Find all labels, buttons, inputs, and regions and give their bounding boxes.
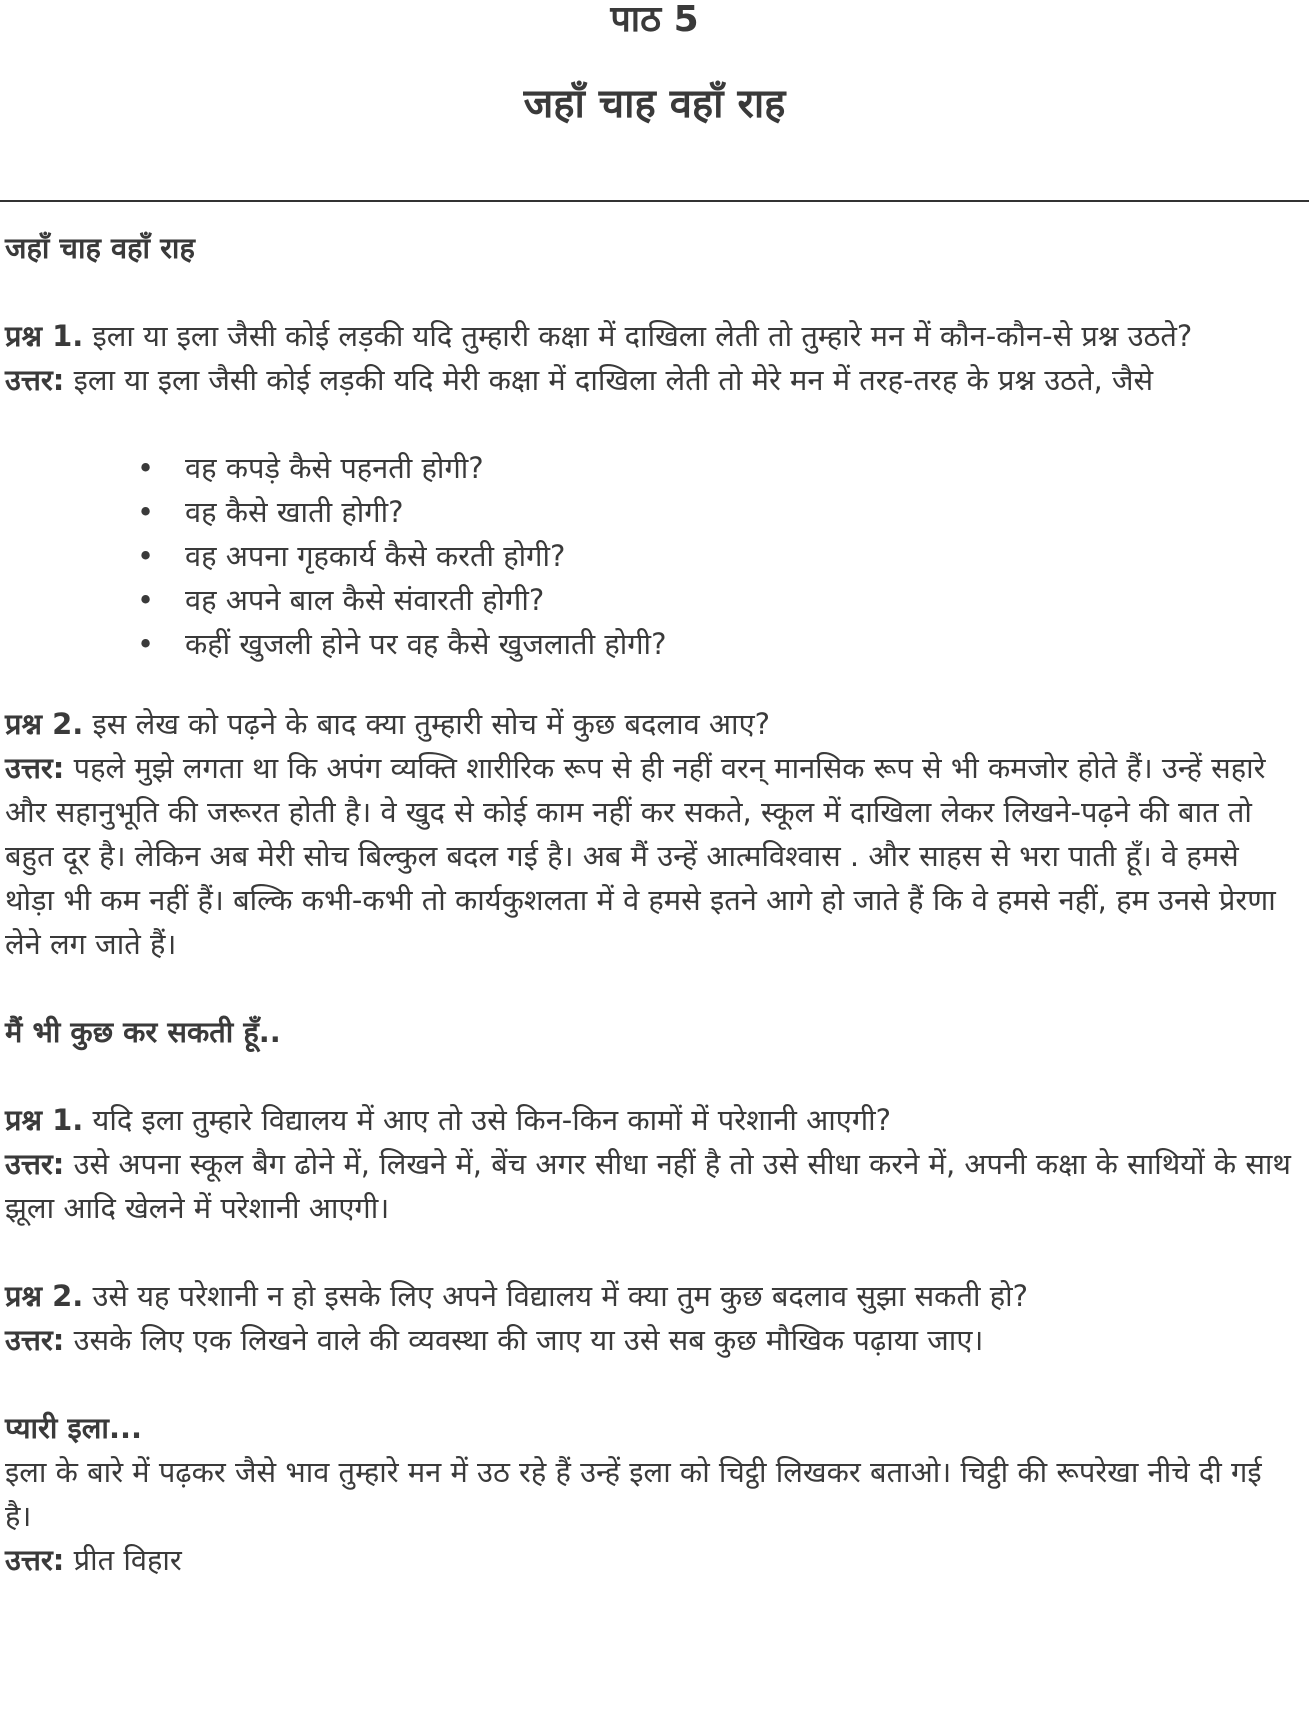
bullet-list bbox=[5, 446, 1295, 666]
list-item: • वह अपने बाल कैसे संवारती होगी? bbox=[185, 578, 1295, 622]
list-item: • वह कैसे खाती होगी? bbox=[185, 490, 1295, 534]
answer-text: उसे अपना स्कूल बैग ढोने में, लिखने में, बेंच अगर सीधा नहीं है तो उसे सीधा करने में, अपनी कक्षा के साथियों के साथ झूला आदि खेलने में परेशानी आएगी। bbox=[5, 1147, 1291, 1225]
answer-label: उत्तर: bbox=[5, 363, 65, 397]
question-text: उसे यह परेशानी न हो इसके लिए अपने विद्यालय में क्या तुम कुछ बदलाव सुझा सकती हो? bbox=[92, 1279, 1029, 1313]
answer-text: पहले मुझे लगता था कि अपंग व्यक्ति शारीरिक रूप से ही नहीं वरन् मानसिक रूप से भी कमजोर होते हैं। उन्हें सहारे और सहानुभूति की जरूरत होती है। वे खुद से कोई काम नहीं कर सकते, स्कूल में दाखिला लेकर लिखने-पढ़ने की बात तो बहुत दूर है। लेकिन अब मेरी सोच बिल्कुल बदल गई है। अब मैं उन्हें आत्मविश्वास . और साहस से भरा पाती हूँ। वे हमसे थोड़ा भी कम नहीं हैं। बल्कि कभी-कभी तो कार्यकुशलता में वे हमसे इतने आगे हो जाते हैं कि वे हमसे नहीं, हम उनसे प्रेरणा लेने लग जाते हैं। bbox=[5, 751, 1276, 961]
answer-text: प्रीत विहार bbox=[73, 1543, 182, 1577]
spacer bbox=[5, 966, 1295, 1010]
answer-1 bbox=[5, 358, 1295, 402]
spacer bbox=[5, 1362, 1295, 1406]
answer-text: इला या इला जैसी कोई लड़की यदि मेरी कक्षा में दाखिला लेती तो मेरे मन में तरह-तरह के प्रश्न उठते, जैसे bbox=[73, 363, 1154, 397]
section-text: इला के बारे में पढ़कर जैसे भाव तुम्हारे मन में उठ रहे हैं उन्हें इला को चिट्ठी लिखकर बताओ। चिट्ठी की रूपरेखा नीचे दी गई है। bbox=[5, 1455, 1262, 1533]
question-1 bbox=[5, 1098, 1295, 1142]
answer-label: उत्तर: bbox=[5, 1323, 65, 1357]
question-text: इस लेख को पढ़ने के बाद क्या तुम्हारी सोच में कुछ बदलाव आए? bbox=[92, 707, 770, 741]
spacer bbox=[5, 1230, 1295, 1274]
question-label: प्रश्न 2. bbox=[5, 1279, 84, 1313]
list-item: • वह कपड़े कैसे पहनती होगी? bbox=[185, 446, 1295, 490]
answer-1 bbox=[5, 1142, 1295, 1230]
question-text: यदि इला तुम्हारे विद्यालय में आए तो उसे किन-किन कामों में परेशानी आएगी? bbox=[92, 1103, 892, 1137]
lesson-number: पाठ 5 bbox=[610, 0, 699, 40]
spacer bbox=[5, 1054, 1295, 1098]
answer-label: उत्तर: bbox=[5, 1147, 65, 1181]
title-divider bbox=[0, 200, 1309, 202]
section-heading: जहाँ चाह वहाँ राह bbox=[5, 231, 195, 265]
question-2 bbox=[5, 1274, 1295, 1318]
spacer bbox=[5, 666, 1295, 702]
answer-label: उत्तर: bbox=[5, 751, 65, 785]
answer-label: उत्तर: bbox=[5, 1543, 65, 1577]
content-body bbox=[5, 226, 1295, 1582]
list-item: • कहीं खुजली होने पर वह कैसे खुजलाती होगी? bbox=[185, 622, 1295, 666]
question-1 bbox=[5, 314, 1295, 358]
lesson-title: जहाँ चाह वहाँ राह bbox=[523, 81, 786, 127]
question-label: प्रश्न 1. bbox=[5, 1103, 84, 1137]
question-2 bbox=[5, 702, 1295, 746]
list-item: • वह अपना गृहकार्य कैसे करती होगी? bbox=[185, 534, 1295, 578]
spacer bbox=[5, 402, 1295, 446]
answer-2 bbox=[5, 746, 1295, 966]
question-label: प्रश्न 2. bbox=[5, 707, 84, 741]
question-label: प्रश्न 1. bbox=[5, 319, 84, 353]
answer-text: उसके लिए एक लिखने वाले की व्यवस्था की जाए या उसे सब कुछ मौखिक पढ़ाया जाए। bbox=[73, 1323, 984, 1357]
answer-2 bbox=[5, 1318, 1295, 1362]
spacer bbox=[5, 270, 1295, 314]
question-text: इला या इला जैसी कोई लड़की यदि तुम्हारी कक्षा में दाखिला लेती तो तुम्हारे मन में कौन-कौन-से प्रश्न उठते? bbox=[92, 319, 1193, 353]
section-heading: मैं भी कुछ कर सकती हूँ.. bbox=[5, 1015, 281, 1049]
answer-final bbox=[5, 1538, 1295, 1582]
section-heading: प्यारी इला... bbox=[5, 1411, 142, 1445]
